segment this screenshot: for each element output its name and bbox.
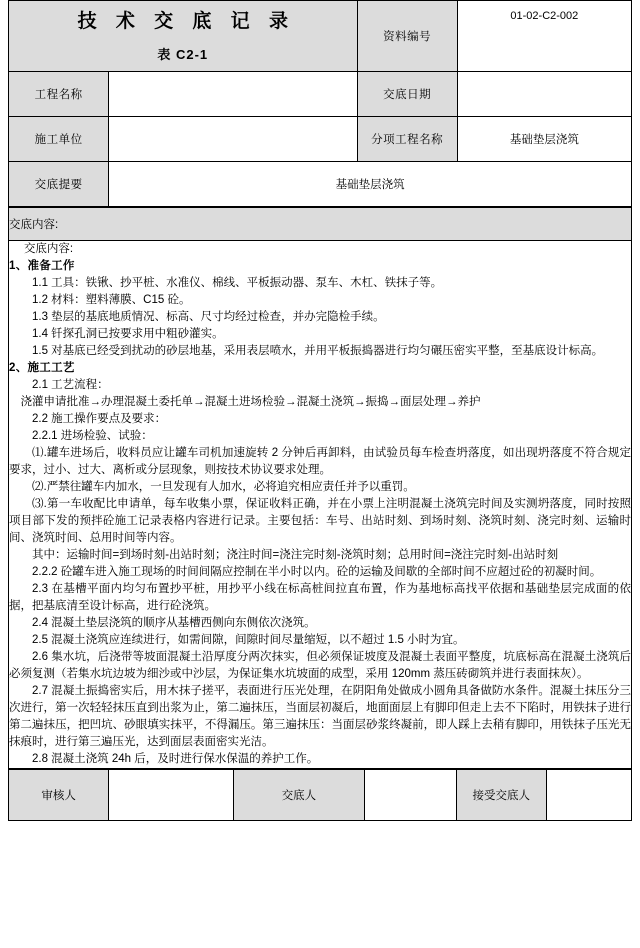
disclosure-date-label: 交底日期	[357, 71, 457, 116]
process-flow: 浇灌申请批准→办理混凝土委托单→混凝土进场检验→混凝土浇筑→振捣→面层处理→养护	[20, 395, 481, 408]
masthead-cell	[9, 1, 358, 72]
content-table	[8, 207, 632, 769]
item-1-2: 1.2 材料：塑料薄膜、C15 砼。	[32, 293, 191, 306]
content-band-label: 交底内容:	[9, 207, 632, 240]
summary-value[interactable]: 基础垫层浇筑	[109, 161, 632, 206]
item-2-2-1-a: ⑴.罐车进场后，收料员应让罐车司机加速旋转 2 分钟后再卸料，由试验员每车检查坍落度，如出现坍落度不符合规定要求，过小、过大、离析或分层现象，则按技术协议要求处理。	[9, 446, 631, 476]
project-name-label: 工程名称	[9, 71, 109, 116]
item-2-2-title: 2.2 施工操作要点及要求：	[32, 412, 167, 425]
disclosure-date-value[interactable]	[457, 71, 631, 116]
receiver-label: 接受交底人	[456, 769, 546, 820]
masthead-row	[9, 1, 632, 72]
content-body	[9, 240, 632, 768]
signature-row	[9, 769, 632, 820]
receiver-value[interactable]	[546, 769, 631, 820]
item-2-2-2: 2.2.2 砼罐车进入施工现场的时间间隔应控制在半小时以内。砼的运输及间歇的全部时间不应超过砼的初凝时间。	[32, 565, 602, 578]
item-2-2-1-title: 2.2.1 进场检验、试验：	[32, 429, 153, 442]
item-1-5: 1.5 对基底已经受到扰动的砂层地基，采用表层喷水，并用平板振捣器进行均匀碾压密实平整，至基底设计标高。	[32, 344, 604, 357]
subitem-project-label: 分项工程名称	[357, 116, 457, 161]
presenter-value[interactable]	[364, 769, 456, 820]
content-body-row	[9, 240, 632, 768]
masthead	[9, 1, 357, 71]
project-name-value[interactable]	[109, 71, 357, 116]
item-2-3: 2.3 在基槽平面内均匀布置抄平桩，用抄平小线在标高桩间拉直布置，作为基地标高找平依据和基础垫层完成面的依据，把基底清至设计标高，进行砼浇筑。	[9, 582, 631, 612]
construction-unit-label: 施工单位	[9, 116, 109, 161]
page-title: 技 术 交 底 记 录	[77, 11, 295, 32]
subitem-project-value[interactable]: 基础垫层浇筑	[457, 116, 631, 161]
item-formula: 其中：运输时间=到场时刻-出站时刻；浇注时间=浇注完时刻-浇筑时刻；总用时间=浇注完时刻-出站时刻	[32, 548, 559, 561]
item-2-2-1-b: ⑵.严禁往罐车内加水，一旦发现有人加水，必将追究相应责任并予以重罚。	[32, 480, 415, 493]
item-2-6: 2.6 集水坑，后浇带等坡面混凝土沿厚度分两次抹实，但必须保证坡度及混凝土表面平整度，坑底标高在混凝土浇筑后必须复测（若集水坑边坡为细沙或中沙层，为保证集水坑坡面的成型，采用 120mm 蒸压砖砌筑并进行表面抹灰）。	[9, 650, 631, 680]
item-1-1: 1.1 工具：铁锹、抄平桩、水准仪、棉线、平板振动器、泵车、木杠、铁抹子等。	[32, 276, 443, 289]
reviewer-value[interactable]	[109, 769, 234, 820]
item-1-3: 1.3 垫层的基底地质情况、标高、尺寸均经过检查，并办完隐检手续。	[32, 310, 385, 323]
item-2-7: 2.7 混凝土振捣密实后，用木抹子搓平，表面进行压光处理，在阴阳角处做成小圆角具备做防水条件。混凝土抹压分三次进行，第一次轻轻抹压直到出浆为止，第二遍抹压，当面层初凝后，地面面层上有脚印但走上去不下陷时，用铁抹子进行第二遍抹压，把凹坑、砂眼填实抹平，不得漏压。第三遍抹压：当面层砂浆终凝前，即人踩上去稍有脚印，用铁抹子压光无抹痕时，进行第三遍压光，达到面层表面密实光洁。	[9, 684, 631, 748]
presenter-label: 交底人	[234, 769, 364, 820]
reviewer-label: 审核人	[9, 769, 109, 820]
serial-number-label: 资料编号	[357, 1, 457, 72]
section-2-title: 2、施工工艺	[9, 361, 75, 374]
item-2-8: 2.8 混凝土浇筑 24h 后，及时进行保水保温的养护工作。	[32, 752, 319, 765]
item-2-4: 2.4 混凝土垫层浇筑的顺序从基槽西侧向东侧依次浇筑。	[32, 616, 316, 629]
item-2-5: 2.5 混凝土浇筑应连续进行，如需间隙，间隙时间尽量缩短，以不超过 1.5 小时为宜。	[32, 633, 465, 646]
project-name-row	[9, 71, 632, 116]
construction-unit-value[interactable]	[109, 116, 357, 161]
serial-number-value[interactable]: 01-02-C2-002	[457, 1, 631, 72]
content-band-row	[9, 207, 632, 240]
signature-table	[8, 769, 632, 821]
item-1-4: 1.4 钎探孔洞已按要求用中粗砂灌实。	[32, 327, 224, 340]
item-2-2-1-c: ⑶.第一车收配比申请单，每车收集小票，保证收料正确，并在小票上注明混凝土浇筑完时间及实测坍落度，同时按照项目部下发的预拌砼施工记录表格内容进行记录。主要包括：车号、出站时刻、到场时刻、浇筑时刻、浇完时刻、运输时间、浇筑时间、总用时间等内容。	[9, 497, 631, 544]
item-2-1-title: 2.1 工艺流程：	[32, 378, 109, 391]
form-code-subtitle: 表 C2-1	[157, 46, 209, 62]
header-table	[8, 0, 632, 207]
summary-label: 交底提要	[9, 161, 109, 206]
section-1-title: 1、准备工作	[9, 259, 75, 272]
content-heading: 交底内容:	[23, 242, 74, 255]
construction-unit-row	[9, 116, 632, 161]
summary-row	[9, 161, 632, 206]
